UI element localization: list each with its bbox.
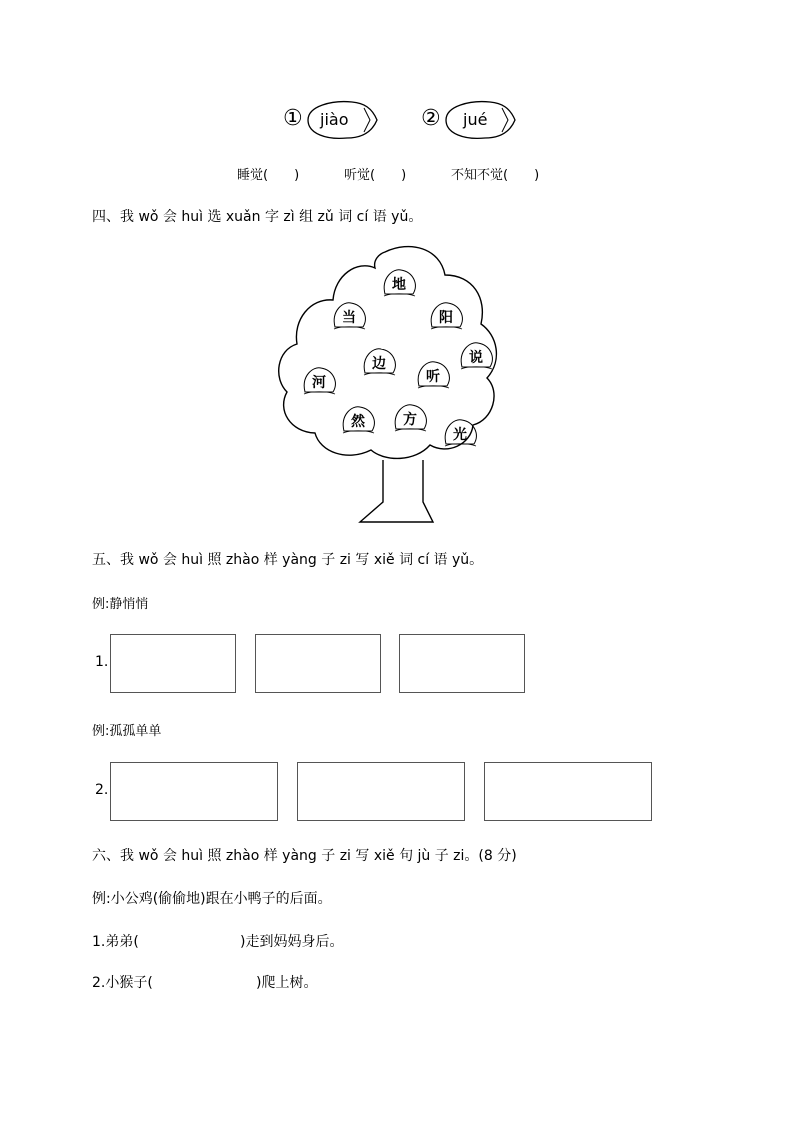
section6-title: 六、我 wǒ 会 huì 照 zhào 样 yàng 子 zi 写 xiě 句 jù 子 zi。(8 分) [92,848,517,864]
section4-title: 四、我 wǒ 会 huì 选 xuǎn 字 zì 组 zǔ 词 cí 语 yǔ。 [92,209,423,225]
peach-char-6[interactable]: 河 [312,375,326,391]
peach-char-7[interactable]: 听 [426,369,440,385]
peach-char-5[interactable]: 说 [469,350,483,366]
peach-char-4[interactable]: 边 [372,356,386,372]
circled-number-1: ① [283,106,303,131]
peach-char-10[interactable]: 光 [453,427,467,443]
section5-item2-number: 2. [95,782,109,798]
answer-box[interactable] [110,634,236,693]
answer-box[interactable] [484,762,652,821]
question1-prefix: 1.弟弟( [92,934,139,950]
question2-prefix: 2.小猴子( [92,975,153,991]
pinyin-label-1: jiào [320,110,349,129]
peach-char-8[interactable]: 然 [351,414,365,430]
section5-example1: 例:静悄悄 [92,597,149,612]
section5-title: 五、我 wǒ 会 huì 照 zhào 样 yàng 子 zi 写 xiě 词 cí 语 yǔ。 [92,552,484,568]
peach-char-3[interactable]: 阳 [439,310,453,326]
answer-box[interactable] [110,762,278,821]
answer-box[interactable] [399,634,525,693]
question2-suffix: )爬上树。 [256,975,318,991]
answer-box[interactable] [297,762,465,821]
word-blank-1[interactable]: 睡觉( ) [237,168,300,183]
question1-suffix: )走到妈妈身后。 [240,934,344,950]
answer-box[interactable] [255,634,381,693]
pinyin-label-2: jué [463,110,488,129]
word-blank-2[interactable]: 听觉( ) [344,168,407,183]
peach-char-1[interactable]: 地 [392,277,406,293]
peach-char-9[interactable]: 方 [403,412,417,428]
word-blank-3[interactable]: 不知不觉( ) [451,168,540,183]
section5-example2: 例:孤孤单单 [92,724,162,739]
peach-char-2[interactable]: 当 [342,310,356,326]
section6-example: 例:小公鸡(偷偷地)跟在小鸭子的后面。 [92,891,332,907]
circled-number-2: ② [421,106,441,131]
section5-item1-number: 1. [95,654,109,670]
